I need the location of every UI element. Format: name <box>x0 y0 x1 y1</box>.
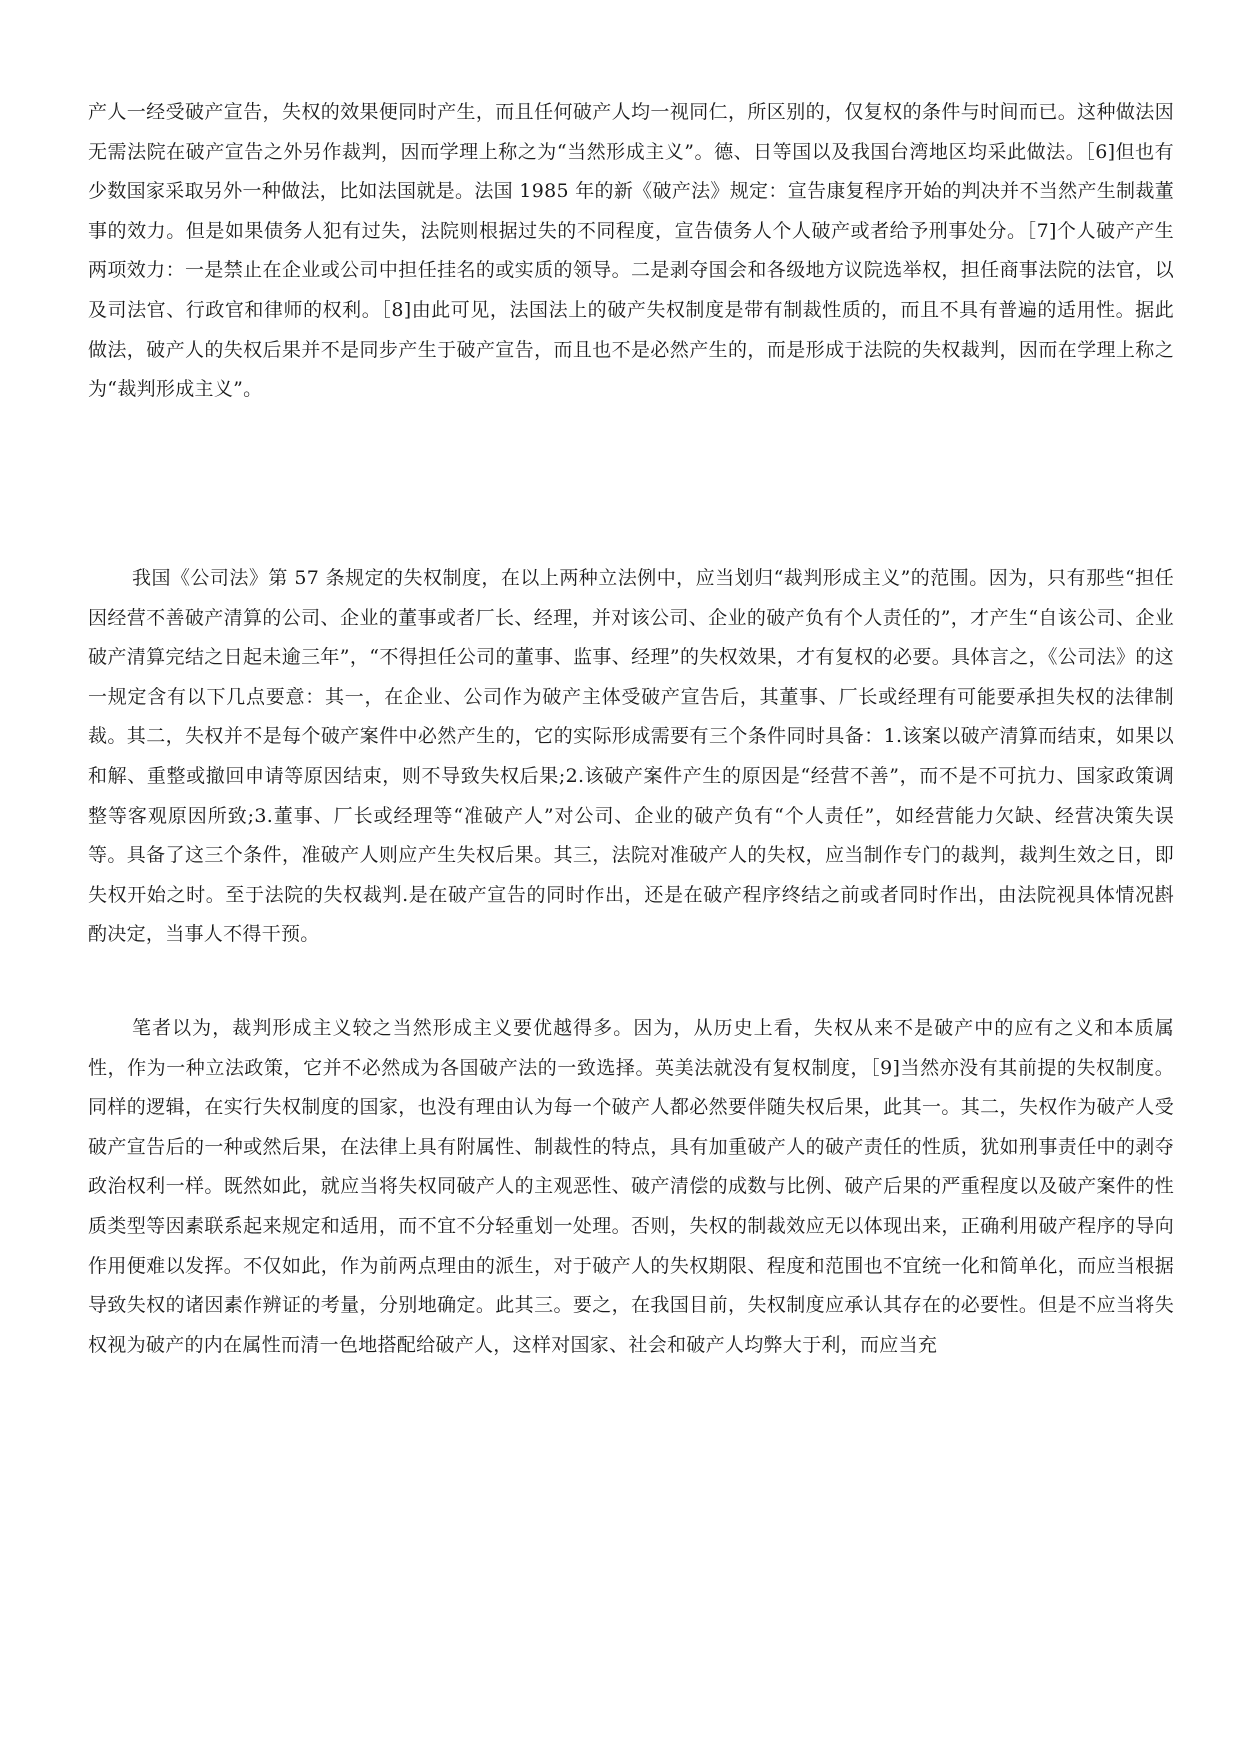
body-paragraph-1: 产人一经受破产宣告，失权的效果便同时产生，而且任何破产人均一视同仁，所区别的，仅复权的条件与时间而已。这种做法因无需法院在破产宣告之外另作裁判，因而学理上称之为“当然形成主义”。德、日等国以及我国台湾地区均采此做法。［6]但也有少数国家采取另外一种做法，比如法国就是。法国 1985 年的新《破产法》规定：宣告康复程序开始的判决并不当然产生制裁董事的效力。但是如果债务人犯有过失，法院则根据过失的不同程度，宣告债务人个人破产或者给予刑事处分。［7]个人破产产生两项效力：一是禁止在企业或公司中担任挂名的或实质的领导。二是剥夺国会和各级地方议院选举权，担任商事法院的法官，以及司法官、行政官和律师的权利。［8]由此可见，法国法上的破产失权制度是带有制裁性质的，而且不具有普遍的适用性。据此做法，破产人的失权后果并不是同步产生于破产宣告，而且也不是必然产生的，而是形成于法院的失权裁判，因而在学理上称之为“裁判形成主义”。 <box>88 101 1174 401</box>
body-paragraph-2: 我国《公司法》第 57 条规定的失权制度，在以上两种立法例中，应当划归“裁判形成主义”的范围。因为，只有那些“担任因经营不善破产清算的公司、企业的董事或者厂长、经理，并对该公司、企业的破产负有个人责任的”，才产生“自该公司、企业破产清算完结之日起未逾三年”，“不得担任公司的董事、监事、经理”的失权效果，才有复权的必要。具体言之，《公司法》的这一规定含有以下几点要意：其一，在企业、公司作为破产主体受破产宣告后，其董事、厂长或经理有可能要承担失权的法律制裁。其二，失权并不是每个破产案件中必然产生的，它的实际形成需要有三个条件同时具备：1.该案以破产清算而结束，如果以和解、重整或撤回申请等原因结束，则不导致失权后果;2.该破产案件产生的原因是“经营不善”，而不是不可抗力、国家政策调整等客观原因所致;3.董事、厂长或经理等“准破产人”对公司、企业的破产负有“个人责任”，如经营能力欠缺、经营决策失误等。具备了这三个条件，准破产人则应产生失权后果。其三，法院对准破产人的失权，应当制作专门的裁判，裁判生效之日，即失权开始之时。至于法院的失权裁判.是在破产宣告的同时作出，还是在破产程序终结之前或者同时作出，由法院视具体情况斟酌决定，当事人不得干预。 <box>88 567 1174 946</box>
body-paragraph-3: 笔者以为，裁判形成主义较之当然形成主义要优越得多。因为，从历史上看，失权从来不是破产中的应有之义和本质属性，作为一种立法政策，它并不必然成为各国破产法的一致选择。英美法就没有复权制度，［9]当然亦没有其前提的失权制度。同样的逻辑，在实行失权制度的国家，也没有理由认为每一个破产人都必然要伴随失权后果，此其一。其二，失权作为破产人受破产宣告后的一种或然后果，在法律上具有附属性、制裁性的特点，具有加重破产人的破产责任的性质，犹如刑事责任中的剥夺政治权利一样。既然如此，就应当将失权同破产人的主观恶性、破产清偿的成数与比例、破产后果的严重程度以及破产案件的性质类型等因素联系起来规定和适用，而不宜不分轻重划一处理。否则，失权的制裁效应无以体现出来，正确利用破产程序的导向作用便难以发挥。不仅如此，作为前两点理由的派生，对于破产人的失权期限、程度和范围也不宜统一化和简单化，而应当根据导致失权的诸因素作辨证的考量，分别地确定。此其三。要之，在我国目前，失权制度应承认其存在的必要性。但是不应当将失权视为破产的内在属性而清一色地搭配给破产人，这样对国家、社会和破产人均弊大于利，而应当充 <box>88 1017 1174 1356</box>
